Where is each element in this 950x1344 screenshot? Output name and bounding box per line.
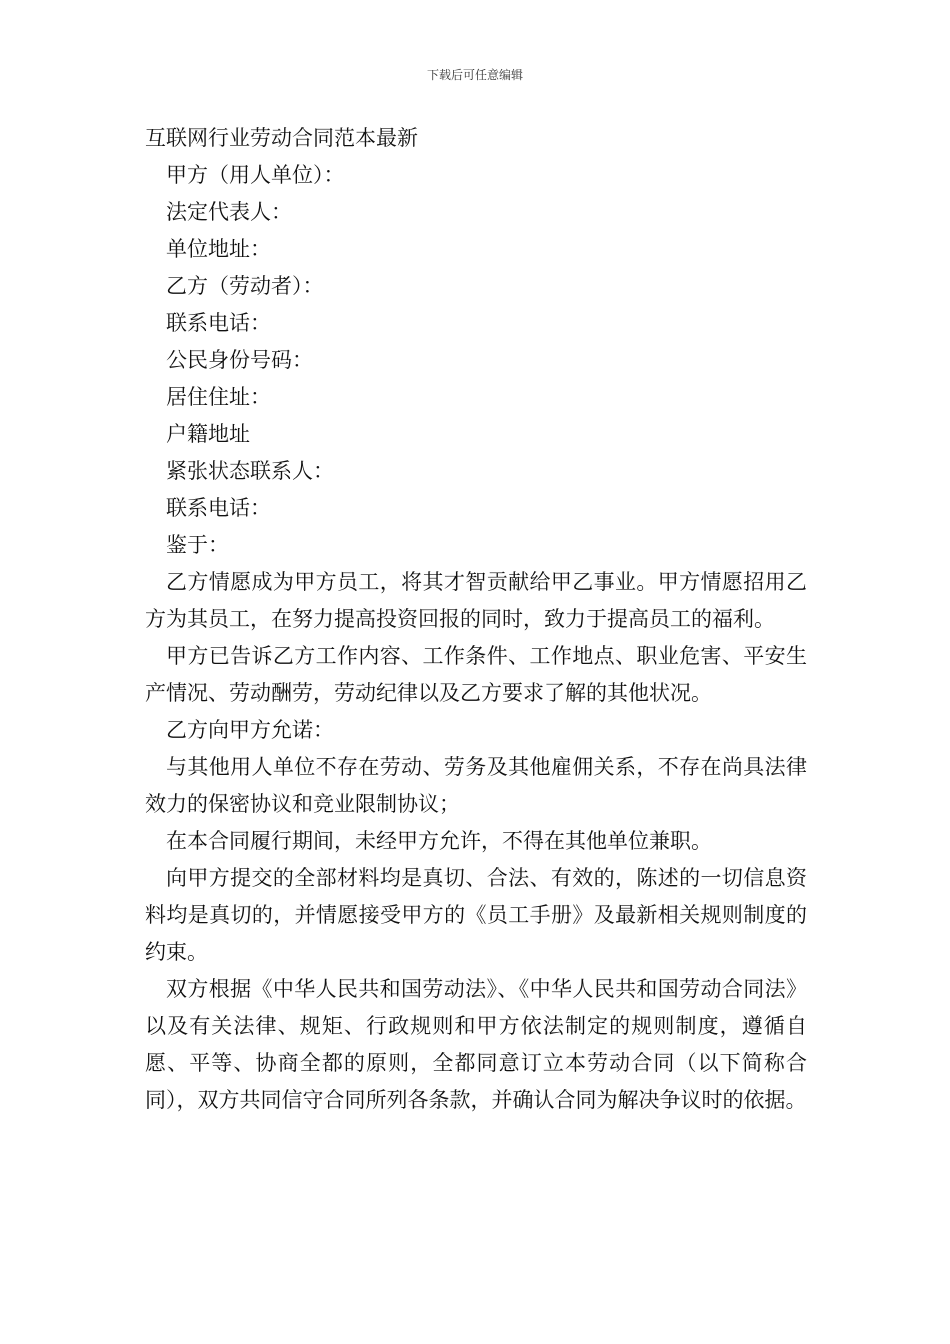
paragraph: 乙方向甲方允诺： xyxy=(166,718,334,742)
paragraph: 与其他用人单位不存在劳动、劳务及其他雇佣关系，不存在尚具法律效力的保密协议和竞业限制协议； xyxy=(145,755,807,816)
paragraph: 甲方已告诉乙方工作内容、工作条件、工作地点、职业危害、平安生产情况、劳动酬劳，劳动纪律以及乙方要求了解的其他状况。 xyxy=(145,644,807,705)
paragraph: 向甲方提交的全部材料均是真切、合法、有效的，陈述的一切信息资料均是真切的，并情愿接受甲方的《员工手册》及最新相关规则制度的约束。 xyxy=(145,866,807,964)
header-note: 下载后可任意编辑 xyxy=(426,68,523,82)
field-line: 联系电话： xyxy=(166,311,271,335)
document-title: 互联网行业劳动合同范本最新 xyxy=(145,126,418,150)
field-line: 公民身份号码： xyxy=(166,348,313,372)
paragraph: 在本合同履行期间，未经甲方允许，不得在其他单位兼职。 xyxy=(166,829,712,853)
document-body xyxy=(145,120,807,1119)
field-line: 紧张状态联系人： xyxy=(166,459,334,483)
field-line: 法定代表人： xyxy=(166,200,292,224)
paragraph: 乙方情愿成为甲方员工，将其才智贡献给甲乙事业。甲方情愿招用乙方为其员工，在努力提高投资回报的同时，致力于提高员工的福利。 xyxy=(145,570,807,631)
field-line: 居住住址： xyxy=(166,385,271,409)
field-line: 户籍地址 xyxy=(166,422,250,446)
field-line: 单位地址： xyxy=(166,237,271,261)
field-line: 甲方（用人单位）： xyxy=(166,163,345,187)
field-line: 乙方（劳动者）： xyxy=(166,274,324,298)
field-line: 联系电话： xyxy=(166,496,271,520)
field-line: 鉴于： xyxy=(166,533,229,557)
paragraph: 双方根据《中华人民共和国劳动法》、《中华人民共和国劳动合同法》以及有关法律、规矩、行政规则和甲方依法制定的规则制度，遵循自愿、平等、协商全都的原则，全都同意订立本劳动合同（以下简称合同），双方共同信守合同所列各条款，并确认合同为解决争议时的依据。 xyxy=(145,977,807,1112)
